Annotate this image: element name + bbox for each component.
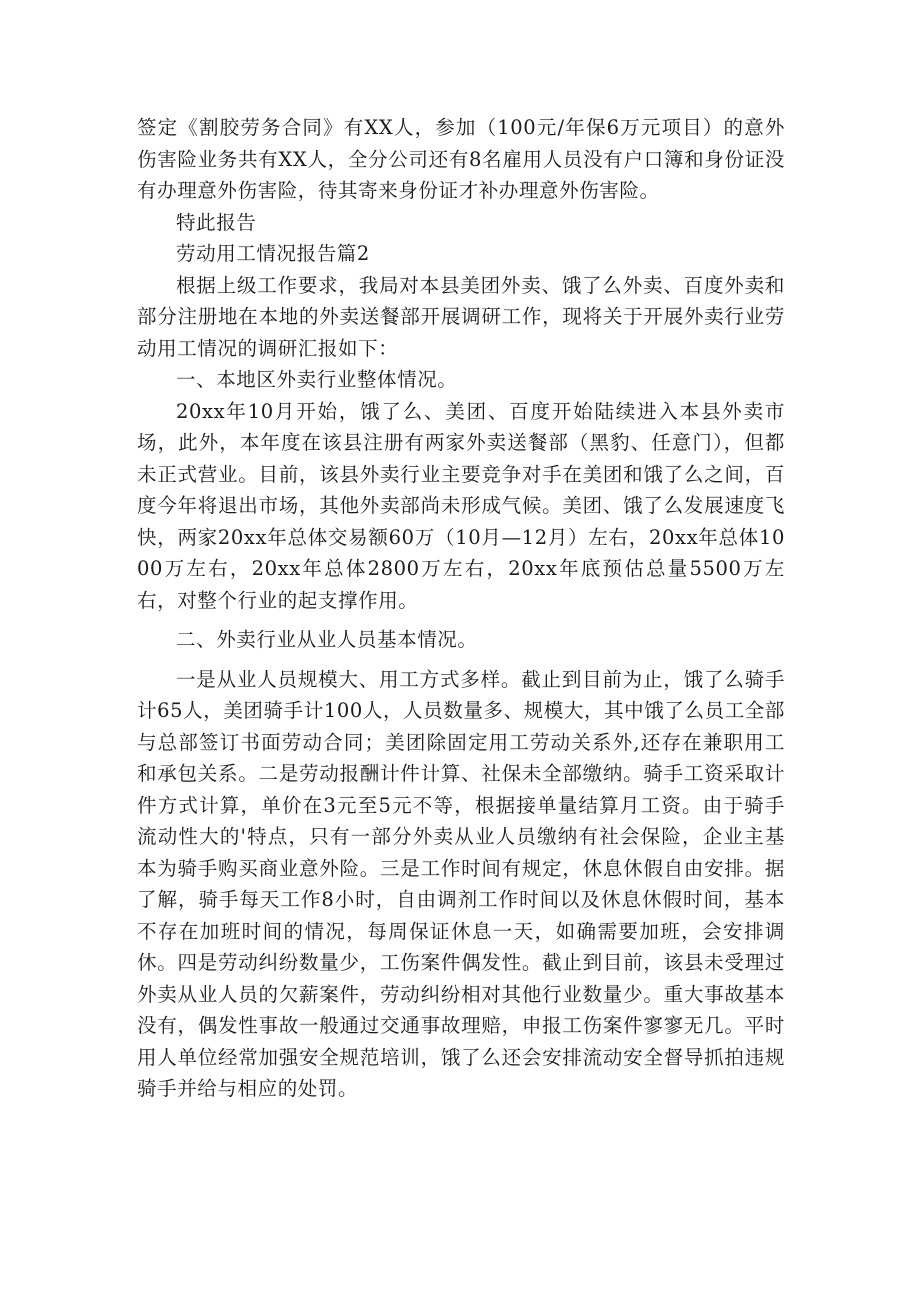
section-heading-overall: 一、本地区外卖行业整体情况。 xyxy=(176,368,458,391)
paragraph-introduction: 根据上级工作要求，我局对本县美团外卖、饿了么外卖、百度外卖和部分注册地在本地的外卖送餐部开展调研工作，现将关于开展外卖行业劳动用工情况的调研汇报如下： xyxy=(137,273,785,360)
paragraph-overall-situation: 20xx年10月开始，饿了么、美团、百度开始陆续进入本县外卖市场，此外，本年度在该县注册有两家外卖送餐部（黑豹、任意门），但都未正式营业。目前，该县外卖行业主要竞争对手在美团和饿了么之间，百度今年将退出市场，其他外卖部尚未形成气候。美团、饿了么发展速度飞快，两家20xx年总体交易额60万（10月—12月）左右，20xx年总体1000万左右，20xx年总体2800万左右，20xx年底预估总量5500万左右，对整个行业的起支撑作用。 xyxy=(137,399,785,612)
paragraph-employee-situation: 一是从业人员规模大、用工方式多样。截止到目前为止，饿了么骑手计65人，美团骑手计100人，人员数量多、规模大，其中饿了么员工全部与总部签订书面劳动合同；美团除固定用工劳动关系外,还存在兼职用工和承包关系。二是劳动报酬计件计算、社保未全部缴纳。骑手工资采取计件方式计算，单价在3元至5元不等，根据接单量结算月工资。由于骑手流动性大的'特点，只有一部分外卖从业人员缴纳有社会保险，企业主基本为骑手购买商业意外险。三是工作时间有规定，休息休假自由安排。据了解，骑手每天工作8小时，自由调剂工作时间以及休息休假时间，基本不存在加班时间的情况，每周保证休息一天，如确需要加班，会安排调休。四是劳动纠纷数量少，工伤案件偶发性。截止到目前，该县未受理过外卖从业人员的欠薪案件，劳动纠纷相对其他行业数量少。重大事故基本没有，偶发性事故一般通过交通事故理赔，申报工伤案件寥寥无几。平时用人单位经常加强安全规范培训，饿了么还会安排流动安全督导抓拍违规骑手并给与相应的处罚。 xyxy=(137,667,785,1100)
paragraph-insurance-summary: 签定《割胶劳务合同》有XX人，参加（100元/年保6万元项目）的意外伤害险业务共有XX人，全分公司还有8名雇用人员没有户口簿和身份证没有办理意外伤害险，待其寄来身份证才补办理意外伤害险。 xyxy=(137,116,785,202)
document-body xyxy=(137,112,785,1105)
paragraph-special-report: 特此报告 xyxy=(176,210,257,234)
section-heading-employees: 二、外卖行业从业人员基本情况。 xyxy=(176,628,478,651)
paragraph-report-title: 劳动用工情况报告篇2 xyxy=(176,242,370,265)
